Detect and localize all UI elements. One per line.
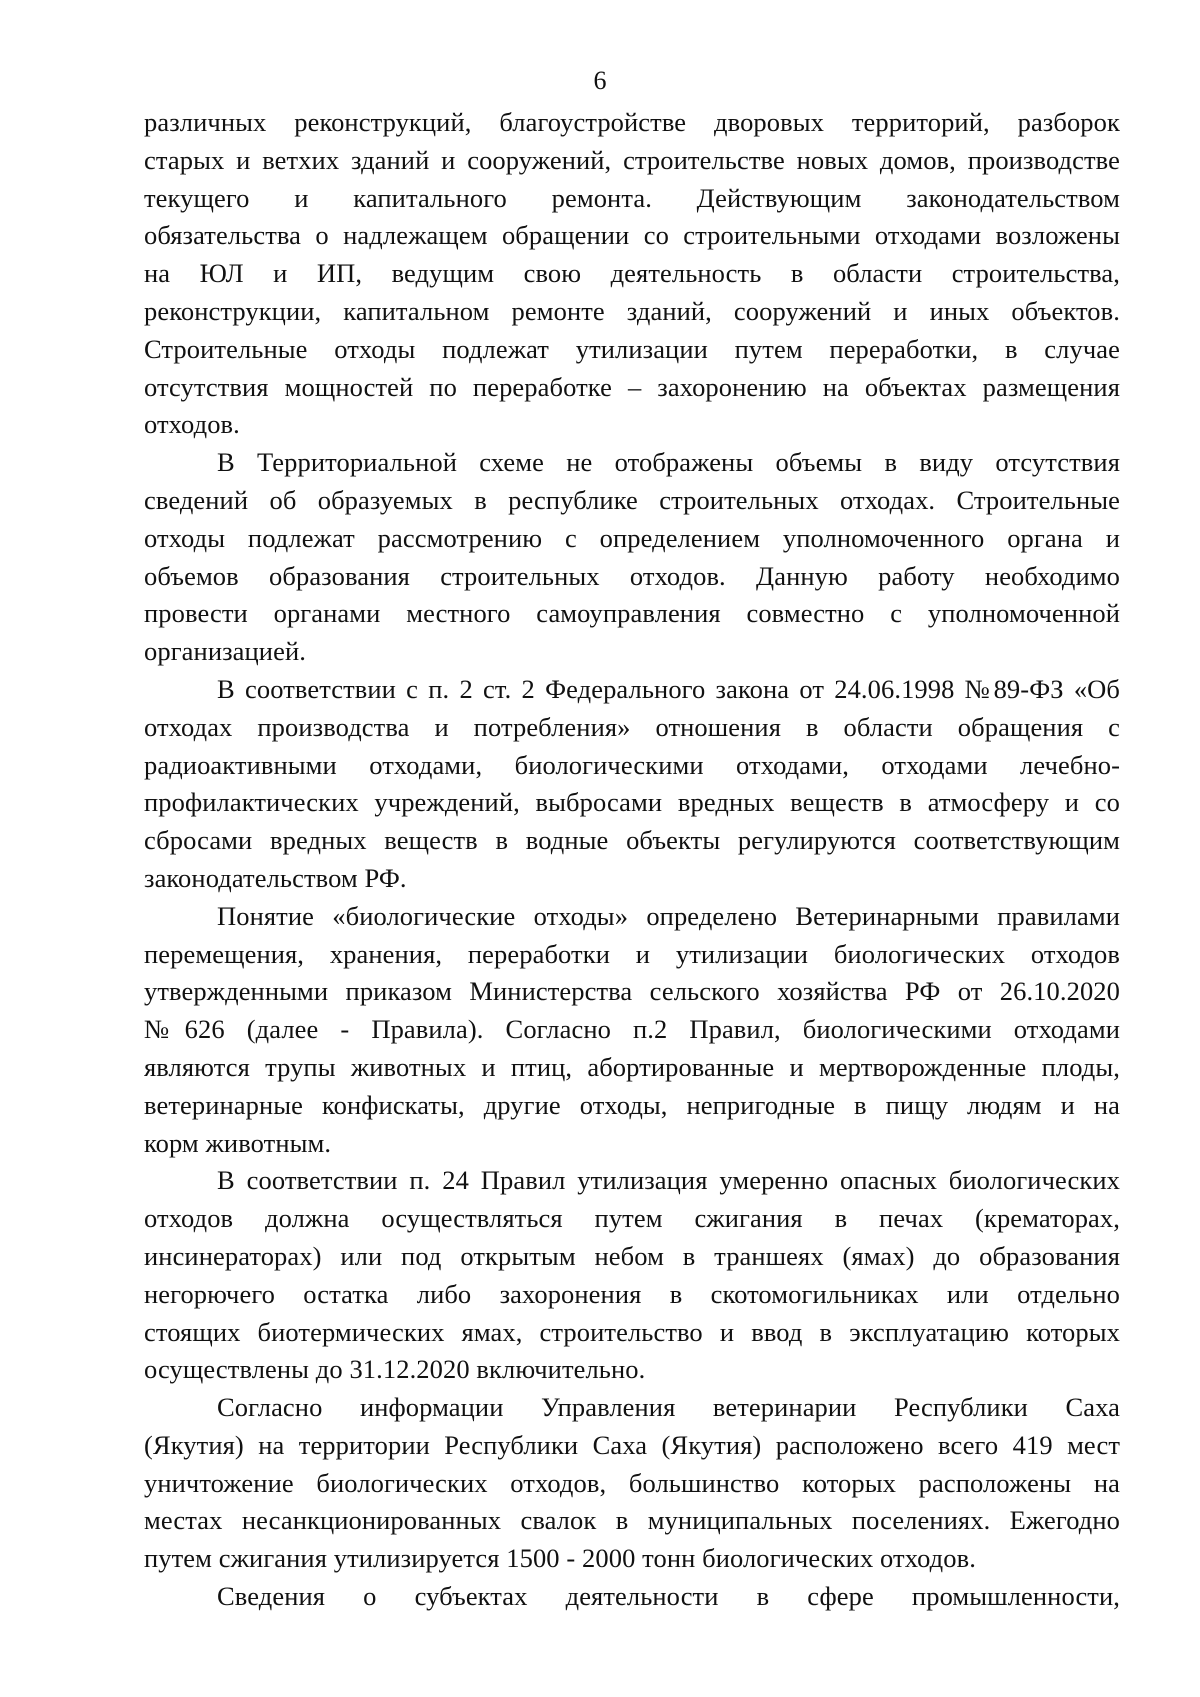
text-line: Сведения о субъектах деятельности в сфере промышленности, xyxy=(217,1581,1120,1612)
text-line: путем сжигания утилизируется 1500 - 2000 тонн биологических отходов. xyxy=(144,1543,976,1574)
text-line: организацией. xyxy=(144,636,306,667)
document-body xyxy=(144,104,1120,1616)
text-line: В соответствии п. 24 Правил утилизация умеренно опасных биологических xyxy=(217,1165,1120,1196)
text-line: обязательства о надлежащем обращении со строительными отходами возложены xyxy=(144,220,1120,251)
text-line: (Якутия) на территории Республики Саха (Якутия) расположено всего 419 мест xyxy=(144,1429,1120,1460)
text-line: В Территориальной схеме не отображены объемы в виду отсутствия xyxy=(217,447,1120,478)
text-line: профилактических учреждений, выбросами вредных веществ в атмосферу и со xyxy=(144,787,1120,818)
text-line: негорючего остатка либо захоронения в скотомогильниках или отдельно xyxy=(144,1278,1120,1309)
text-line: сбросами вредных веществ в водные объекты регулируются соответствующим xyxy=(144,825,1120,856)
text-line: №626 (далее - Правила). Согласно п.2 Правил, биологическими отходами xyxy=(144,1014,1120,1045)
text-line: утвержденными приказом Министерства сельского хозяйства РФ от 26.10.2020 xyxy=(144,976,1120,1007)
text-line: старых и ветхих зданий и сооружений, строительстве новых домов, производстве xyxy=(144,144,1120,175)
text-line: перемещения, хранения, переработки и утилизации биологических отходов xyxy=(144,938,1120,969)
text-line: Согласно информации Управления ветеринарии Республики Саха xyxy=(217,1392,1120,1423)
text-line: ветеринарные конфискаты, другие отходы, непригодные в пищу людям и на xyxy=(144,1089,1120,1120)
text-line: отходах производства и потребления» отношения в области обращения с xyxy=(144,711,1120,742)
text-line: различных реконструкций, благоустройстве дворовых территорий, разборок xyxy=(144,107,1120,137)
text-line: отходов должна осуществляться путем сжигания в печах (крематорах, xyxy=(144,1203,1120,1234)
text-line: отсутствия мощностей по переработке – захоронению на объектах размещения xyxy=(144,371,1120,402)
text-line: реконструкции, капитальном ремонте зданий, сооружений и иных объектов. xyxy=(144,295,1120,326)
text-line: на ЮЛ и ИП, ведущим свою деятельность в области строительства, xyxy=(144,258,1120,289)
text-line: Строительные отходы подлежат утилизации путем переработки, в случае xyxy=(144,333,1120,364)
text-line: объемов образования строительных отходов. Данную работу необходимо xyxy=(144,560,1120,591)
text-line: провести органами местного самоуправления совместно с уполномоченной xyxy=(144,598,1120,629)
text-line: Понятие «биологические отходы» определено Ветеринарными правилами xyxy=(217,900,1120,931)
text-line: уничтожение биологических отходов, большинство которых расположены на xyxy=(144,1467,1120,1498)
text-line: законодательством РФ. xyxy=(144,862,407,893)
text-line: отходы подлежат рассмотрению с определением уполномоченного органа и xyxy=(144,522,1120,553)
page-number: 6 xyxy=(593,66,607,95)
text-line: инсинераторах) или под открытым небом в траншеях (ямах) до образования xyxy=(144,1240,1120,1271)
text-line: корм животным. xyxy=(144,1127,332,1158)
text-line: радиоактивными отходами, биологическими отходами, отходами лечебно- xyxy=(144,749,1120,780)
text-line: стоящих биотермических ямах, строительство и ввод в эксплуатацию которых xyxy=(144,1316,1120,1347)
text-line: сведений об образуемых в республике строительных отходах. Строительные xyxy=(144,484,1120,515)
text-line: осуществлены до 31.12.2020 включительно. xyxy=(144,1354,646,1385)
text-line: являются трупы животных и птиц, абортированные и мертворожденные плоды, xyxy=(144,1051,1120,1082)
text-line: отходов. xyxy=(144,409,240,440)
text-line: местах несанкционированных свалок в муниципальных поселениях. Ежегодно xyxy=(144,1505,1120,1536)
text-line: текущего и капитального ремонта. Действующим законодательством xyxy=(144,182,1120,213)
text-line: В соответствии с п. 2 ст. 2 Федерального закона от 24.06.1998 №89-ФЗ «Об xyxy=(217,673,1120,704)
